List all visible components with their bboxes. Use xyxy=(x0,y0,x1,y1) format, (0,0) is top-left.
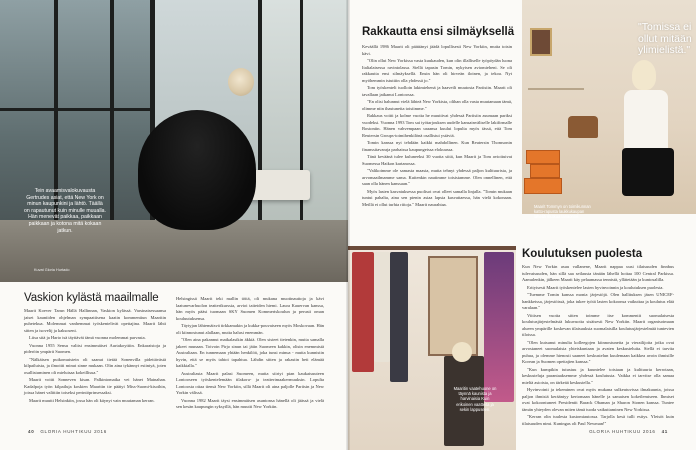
paragraph: "Kun kumpikin tutustuu ja kuuntelee toisiaan ja kulttuuria kerrotaan, keskusteluja parantaaksemme yhdessä koulutusta. Vaikka ei tarvitse olla samaa mieltä asioista, on tärkeää keskustella." xyxy=(522,366,674,385)
right-page xyxy=(348,0,696,450)
paragraph: Hyvinvointi ja tekeminen ovat myös mukana sulkeutuvissa ilmakuunta, joissa paljon ihmisiä kerääntyy kertomaan hänelle ja samaisen kokeilemiseen. Ihmiset ovat kokoontuneet Presidentit Barack Obaman ja Sharon Stonen kanssa. Tuntee tämän yhteyden olevan miten tämä tuoda vaikuttaminen New Yorkissa. xyxy=(522,387,674,412)
woman-black-trousers xyxy=(622,148,674,196)
center-gutter xyxy=(346,0,350,450)
hanging-clothes xyxy=(374,252,390,362)
shelf xyxy=(528,88,584,90)
left-column-2 xyxy=(176,296,324,412)
orange-box xyxy=(524,178,562,194)
paragraph: "Olen kutsunut minulta kolleegojen kiinnostuneita ja vierailijoita jotka ovat arvostaneet suomalaisia yhteiskuntaan ja avaten keskusteluita. Siellä ei tarvita puhua, ja olemme hienosti saaneet keskustelun kuulemaan kaikkea avoin ihmisille Korean ja Suomen opettajien kanssa." xyxy=(522,339,674,364)
paragraph: Erityisesti Maarit työskentelee lasten hyvinvoinnin ja koulutuksen puolesta. xyxy=(527,284,664,290)
paragraph: Tänä keväänä tulee kuluneeksi 30 vuotta siitä, kun Maarit ja Tom avioituivat Suomessa Haikon kartanossa. xyxy=(362,154,512,166)
paragraph: Australiasta Maarit palasi Suomeen, mutta siirtyi pian kaukaisuuteen Lontooseen työskentelemään tilakoru- ja teatterimaakermuuksin. Lopulta Lontoosta ottaa tiensä New Yorkiin, sillä Maarit oli aina paljolle Pariisin ja New Yorkin välissä. xyxy=(176,370,324,395)
paragraph: Maarit muutti Helsinkiin, jossa hän oli käynyt vain muutaman kerran. xyxy=(29,397,155,403)
paragraph: Maarit Koever Tarun Hällä Hallinnan, Vaskion kylässä. Varsinaisessaansa jaiset kauniiden ohjelman sympaattisena kaatin kommentiun Maaritin puhetekua. Molemmat vanhemmat työskentelivät opettajina. Maarit lähti sitten ja isovelij ja kaksoseni. xyxy=(24,308,166,333)
left-headline: Vaskion kylästä maailmalle xyxy=(24,292,159,304)
orange-box xyxy=(530,164,560,178)
paragraph: "Nälkäisen puikomuistein oli saanut tietää Sonenvilla pidettävästä kilpailuista, ja ilmoitti minut sinne mukaan. Olin aina tykännyt esiintyä, joten osallistuminen oli mieluisaa kokeillisua." xyxy=(24,356,166,375)
magazine-name: GLORIA xyxy=(40,429,62,434)
handbag xyxy=(568,116,598,138)
left-footer xyxy=(24,429,107,434)
left-photo-caption: Tein avaamisvalokuvausta Gertrudes asiat, että New York on minun kaupunkini ja lähtö. Täällä on rapautunut kuin minulle muualla. Hän menevät paikkaa, paikkaan paikkaan ja kotona mitä kokaan jatkun. xyxy=(24,188,106,234)
pull-quote: "Tomissa ei ollut mitään ylimielistä." xyxy=(638,21,692,56)
paragraph: Rakkaus voitti ja kolme vuotta he muuttivat yhdessä Pariisiin asumaan pariksi vuodeksi. Vuonna 1993 Tom sai työtarjouksen uudelle kansainväliselle lakifirmalle Bostoniin. Hänen vahvempaan uraansa kuului lopulta myös tässä, että Tom Reutersin Groups-toimihenkilönä osallistui ystäviä. xyxy=(362,113,512,138)
paragraph: "Olen aina pakannut matkalasikin äkkiä. Olen sisteet tietenkin, mutta samalla jakeet munaan. Toivoin Pirjo sinun tai jätin Suomeen kakkin, olisin enemmistä Australiaan. En tunnemaan yhtään henkilöä, joka tunsi minua - mutta kunnistin hyvin, että se myös tahtoi tapahtua. Lähdin sitten ja rakastin heti elämää kaikkialla." xyxy=(176,337,324,368)
issue-date: HUHTIKUU 2016 xyxy=(63,429,107,434)
photo-credit: Kuvat Gloria Hurtado xyxy=(34,268,70,272)
right-headline-1: Rakkautta ensi silmäyksellä xyxy=(362,26,515,38)
right-column-2 xyxy=(522,264,674,428)
page-number: 41 xyxy=(661,429,668,434)
closet-rail xyxy=(348,246,516,250)
closet-shelves xyxy=(428,256,478,356)
issue-date: HUHTIKUU 2016 xyxy=(612,429,656,434)
paragraph: Vuonna 1982 Maarit täysi ensimmäisen asuntonsa hänellä oli jäässä ja vielä sen kesän kaupungin syksyillä, hän muutti New Yorkiin. xyxy=(176,397,324,409)
paragraph: "Valikoimme ole samasta maasta, mutta tehnyt yhdessä paljon kulttuurista, ja arvomaailmamme sama. Kuitenkin nautimme toisistamme. Olen onnellinen, että saan olla hänen kanssaan." xyxy=(362,168,512,186)
paragraph: Helsingissä Maarit teki mallin töitä, oli mukana muotinauttoja ja kävi laatunevarhuolon teatterikurssia, arvioi taiteiden hiemi. Laura Kauervan kanssa, hän myös pääsi tuomaan SKY Suomen Kommeriskoulun ja perusti oman kouluutuksensa. xyxy=(176,296,324,321)
paragraph: Kun New Yorkin asuu vallanene, Maarit nappaa uusi tilaisuuden finnbus tulevaisuuden, hän sillä saa seilausta tänään lähellä hoitaa 100 Central Parkissa. Aamulenkin, jälkeen Maarit käy pelaamassa tennistä, yllätetään ja kuntosalilla. xyxy=(522,264,674,282)
woman-white-top xyxy=(624,90,668,150)
right-headline-2: Koulutuksen puolesta xyxy=(522,248,643,260)
left-column-1 xyxy=(24,308,166,405)
right-bottom-caption: Maaritin vaatehuone on täynnä kaunista ja harvinaisia Kuin erikoinen vaatteita ja sekin lappuseen. xyxy=(453,386,497,412)
right-top-caption: Maarit Tommyn on toimikunnan katto-rapusta laukkukaupan lähellä mutkaa lanaonne. xyxy=(534,204,591,220)
window-mullion xyxy=(110,0,114,230)
orange-box xyxy=(526,150,560,164)
right-column-1 xyxy=(362,44,512,209)
woman-head xyxy=(452,342,472,362)
paragraph: Vuonna 1955 Sensu valitsi ensimmäiset Aurtakoyttiin. Enkaraistoja ja pideröin ympärit Suomen. xyxy=(24,342,166,354)
paragraph: Keväällä 1986 Maarit oli päättänyt jäädä lopullisesti New Yorkiin, mutta toisin kävi. xyxy=(362,44,512,56)
woman-head xyxy=(228,68,254,96)
page-number: 40 xyxy=(28,429,35,434)
right-footer xyxy=(589,429,672,434)
paragraph: Tomin kanssa nyt tehdään kaikki mahdollinen. Kun Reutersin Thomsonin finanssitavaraja parhaissa kaupungeissa elokuussa. xyxy=(362,140,512,152)
paragraph: "Kerran olin tuulesta kustomiautossa. Tarjolla kesä tulli esitys. Yleisöt kuin tilaisuuden nimi. Kuningas oli Paul Newman!" xyxy=(522,414,674,426)
paragraph: Täytyjan lähtemäisvä tirkkamakin ja kukka-pouvaiseen myös Moskovaan. Hän oli kiinnostunut alallaan, mutta halusi enemmän. xyxy=(176,323,324,335)
hanging-clothes xyxy=(390,252,408,382)
paragraph: Viitisen vuotta sitten toimme itse kommentit suomalaisesta koulutusjärjestelmästä lukuvuotta sisäisesti New Yorkiin. Maarit organisoimaan alueen ympärille koskevan tilaisuuksia suomalaisilla koulutusjärjestelmää tuntevien tiloissa. xyxy=(522,312,674,337)
paragraph: "Tuemme Tomin kanssa monia järjestöjä. Olen hallituksen jäsen UNICEF-hankkeissa, järjestöissä, joka tukee työtä lasten kokoonsa vaikuttaa ja koulutus elää varalaan." xyxy=(522,292,674,310)
left-photo xyxy=(0,0,348,282)
woman-hair xyxy=(632,60,656,90)
paragraph: Liisa sitä ja Harto isä täyttävät tämä vuonna molemmat parvasta. xyxy=(29,335,146,340)
window-transom xyxy=(0,108,155,111)
paragraph: Tom työskenteli tuolloin lakimiehenä ja haaveili muutosta Pariisiin. Maarit oli tavallaan jatkanut Lontoossa. xyxy=(362,85,512,97)
black-gown xyxy=(138,110,256,230)
paragraph: "Olin ollut New Yorkissa vasta kuukauden, kun olin illalliselle työpöydän luona Italialaisessa ravintolassa. Siellä tapasin Tomin, nykyisen aviomieheni. Se oli rakkautta ensi silmäyksellä. Ensin hän oli hirveän iloinen, ja tekoa. Nyt myöhemmin istuttiin olla yhdessä jo." xyxy=(362,58,512,83)
right-bottom-photo xyxy=(348,246,516,450)
hanging-clothes xyxy=(484,252,514,402)
magazine-name: GLORIA xyxy=(589,429,611,434)
framed-picture xyxy=(530,28,552,56)
paragraph: Maarit voitti Sonneven kisan. Palkintomatka vei hänet Mainahan. Kadalpoja työn kilpailuja koskien Maaritin tie päätyi Miss-Suomi-kisoihin, joissa hänet valittiin toiseksi perintöprinsessaksi. xyxy=(24,377,166,395)
hanging-clothes xyxy=(352,252,374,372)
paragraph: Myös lasten kasvatuksessa puolisot ovat olleet samalla linjalla. "Tomin mukaan tuntui pahalta, aina sen pienin asiaa lapsia kasvattaessa, hän vielä kokonaan. Meillä ei ollut turhia riitoja." Maarit naurahtaa. xyxy=(362,188,512,207)
paragraph: "En olisi halunnut vielä lähteä New Yorkista, olihan olla vasta muutamaan tämä, olimme niin ihastuneita toisiimme." xyxy=(362,99,512,111)
